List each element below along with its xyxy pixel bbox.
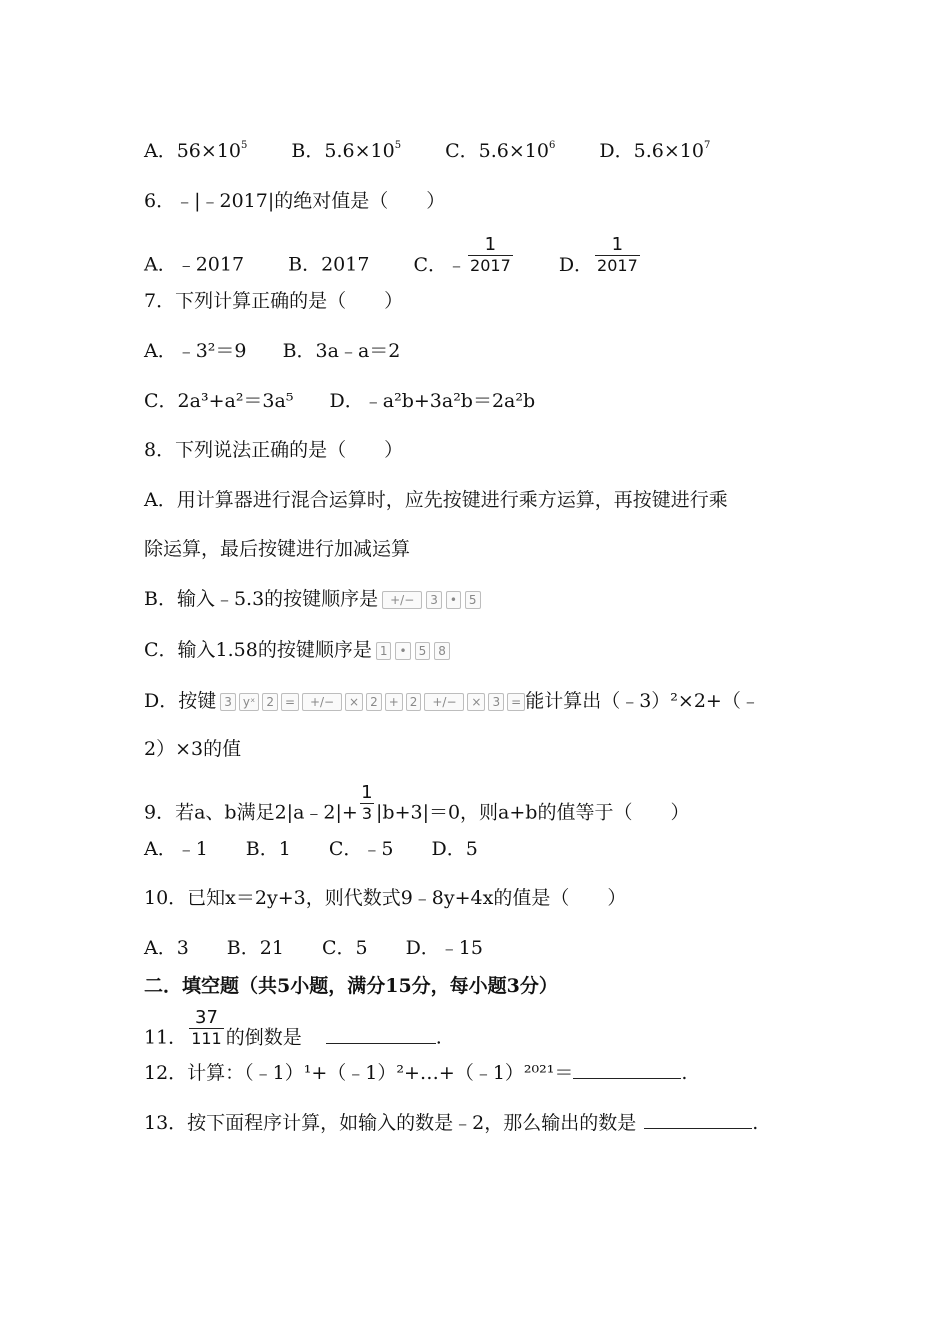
- key-decimal: •: [395, 642, 410, 660]
- key-equals: =: [507, 693, 525, 711]
- key-digit: 3: [488, 693, 504, 711]
- q7-option-b: B．3a﹣a＝2: [282, 340, 401, 362]
- q8-option-b: B．输入﹣5.3的按键顺序是 +/− 3 • 5: [144, 586, 481, 612]
- q5-option-a: A．$56\times 10^5$: [144, 140, 248, 162]
- q7-options-cd: [144, 388, 535, 414]
- q5-option-b: B．$5.6\times 10^5$: [291, 140, 402, 162]
- q6-stem: 6．﹣|﹣2017|的绝对值是（ ）: [144, 190, 446, 212]
- q6-fraction-c: $\frac{1}{2017}$: [470, 234, 511, 275]
- q13-answer-blank[interactable]: [644, 1110, 752, 1129]
- key-digit: 2: [366, 693, 382, 711]
- q10-options: A．3 B．21 C．5 D．﹣15: [144, 937, 483, 959]
- q6-option-b: B．2017: [288, 253, 370, 276]
- q12-answer-blank[interactable]: [573, 1060, 681, 1079]
- key-digit: 2: [406, 693, 422, 711]
- q8-option-c: C．输入1.58的按键顺序是 1 • 5 8: [144, 637, 450, 663]
- key-plus-minus: +/−: [424, 693, 464, 711]
- q13: 13．按下面程序计算，如输入的数是﹣2，那么输出的数是 .: [144, 1112, 759, 1134]
- q11: 11． $\frac{37}{111}$ 的倒数是 .: [144, 1007, 442, 1049]
- key-multiply: ×: [345, 693, 363, 711]
- q11-fraction: $\frac{37}{111}$: [191, 1007, 222, 1048]
- key-plus: +: [385, 693, 403, 711]
- key-digit: 5: [465, 591, 481, 609]
- key-plus-minus: +/−: [382, 591, 422, 609]
- q6-fraction-d: $\frac{1}{2017}$: [597, 234, 638, 275]
- q5-option-d: D．$5.6\times 10^7$: [599, 140, 711, 162]
- q7-option-c: C．2a³+a²＝3a⁵: [144, 390, 294, 412]
- q9-stem: 9．若a、b满足2|a﹣2|+ $\frac{1}{3}$ |b+3|＝0，则a+b的值等于（ ）: [144, 782, 690, 824]
- q8-stem: 8．下列说法正确的是（ ）: [144, 439, 404, 461]
- q8-option-a-line1: A．用计算器进行混合运算时，应先按键进行乘方运算，再按键进行乘: [144, 489, 728, 511]
- key-multiply: ×: [467, 693, 485, 711]
- q11-answer-blank[interactable]: [326, 1025, 436, 1044]
- q6-option-d: D． $\frac{1}{2017}$: [558, 234, 638, 276]
- key-equals: =: [281, 693, 299, 711]
- q8-d-keys: [220, 693, 525, 711]
- q9-options: A．﹣1 B．1 C．﹣5 D．5: [144, 838, 478, 860]
- q7-options-ab: [144, 338, 400, 364]
- q8-c-keys: [376, 642, 450, 660]
- q9-fraction: $\frac{1}{3}$: [361, 782, 373, 823]
- section-title: 二．填空题（共5小题，满分15分，每小题3分）: [144, 975, 558, 997]
- q7-option-d: D．﹣a²b+3a²b＝2a²b: [329, 390, 536, 412]
- key-plus-minus: +/−: [302, 693, 342, 711]
- q6-option-a: A．﹣2017: [144, 253, 245, 276]
- key-decimal: •: [446, 591, 461, 609]
- q7-stem: 7．下列计算正确的是（ ）: [144, 290, 404, 312]
- q10-stem: 10．已知x＝2y+3，则代数式9﹣8y+4x的值是（ ）: [144, 887, 627, 909]
- q8-b-keys: [382, 591, 480, 609]
- key-power: yˣ: [239, 693, 259, 711]
- q7-option-a: A．﹣3²＝9: [144, 340, 247, 362]
- q6-options: [144, 234, 642, 286]
- key-digit: 8: [434, 642, 450, 660]
- key-digit: 5: [415, 642, 431, 660]
- q8-option-d: D．按键 3 yˣ 2 = +/− × 2 + 2 +/− × 3 = 能计算出（﹣3）²×2+（﹣: [144, 690, 760, 712]
- key-digit: 2: [262, 693, 278, 711]
- q12: 12．计算：（﹣1）¹+（﹣1）²+…+（﹣1）²⁰²¹＝ .: [144, 1062, 688, 1084]
- q5-option-c: C．$5.6\times 10^6$: [445, 140, 556, 162]
- q8-option-a-line2: 除运算，最后按键进行加减运算: [144, 538, 411, 560]
- q8-option-d-line2: 2）×3的值: [144, 738, 242, 760]
- key-digit: 1: [376, 642, 392, 660]
- q6-option-c: C．﹣ $\frac{1}{2017}$: [413, 234, 511, 276]
- q5-options: [144, 138, 710, 164]
- key-digit: 3: [220, 693, 236, 711]
- key-digit: 3: [426, 591, 442, 609]
